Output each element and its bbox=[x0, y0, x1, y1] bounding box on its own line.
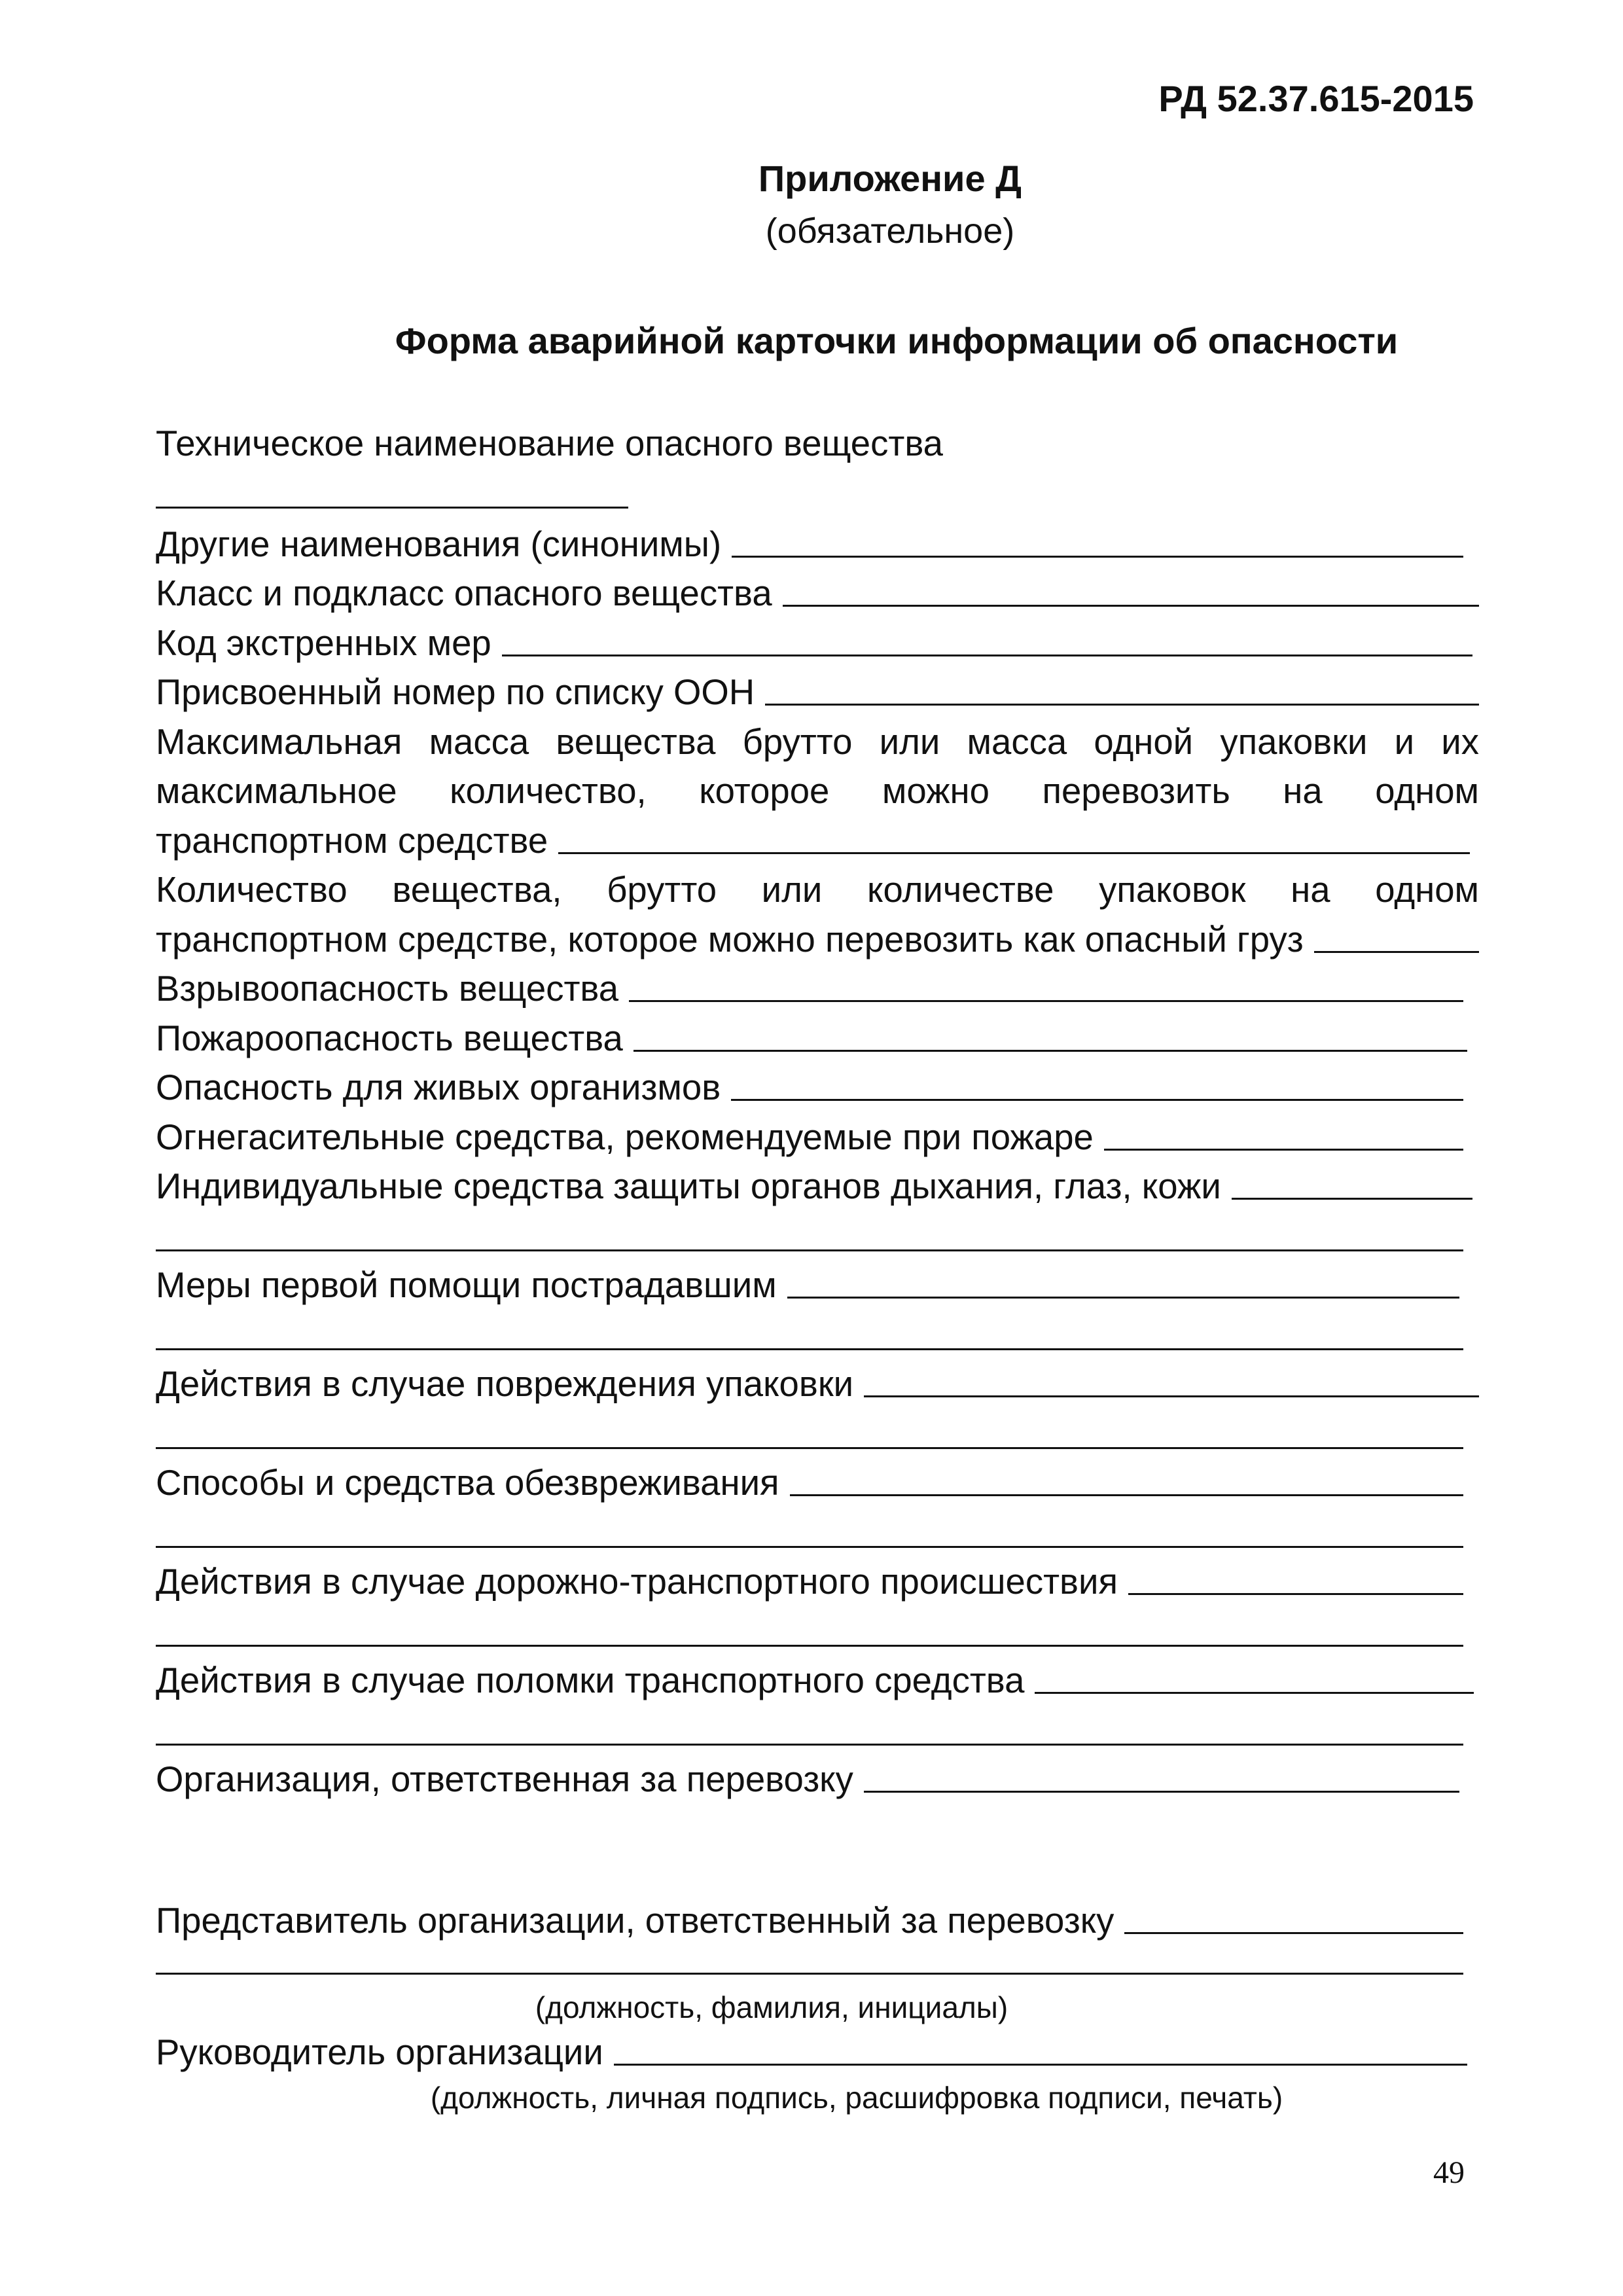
field-max-mass bbox=[156, 816, 1479, 866]
field-neutralization bbox=[156, 1458, 1479, 1508]
field-responsible-org bbox=[156, 1755, 1479, 1804]
neutralization-input-line-2[interactable] bbox=[156, 1508, 1463, 1548]
head-input-line[interactable] bbox=[614, 2063, 1467, 2066]
package-damage-input-line-2[interactable] bbox=[156, 1409, 1463, 1449]
extinguishing-input-line[interactable] bbox=[1104, 1148, 1463, 1151]
package-damage-continuation bbox=[156, 1409, 1479, 1459]
field-label: Действия в случае дорожно-транспортного происшествия bbox=[156, 1562, 1118, 1602]
appendix-status: (обязательное) bbox=[765, 211, 1015, 251]
representative-continuation bbox=[156, 1945, 1479, 1987]
max-mass-text-line-2: максимальное количество, которое можно перевозить на одном bbox=[156, 771, 1479, 811]
field-label: Меры первой помощи пострадавшим bbox=[156, 1265, 777, 1305]
field-label: транспортном средстве bbox=[156, 820, 548, 861]
first-aid-input-line[interactable] bbox=[787, 1296, 1459, 1299]
field-label: Опасность для живых организмов bbox=[156, 1067, 721, 1107]
form-title: Форма аварийной карточки информации об опасности bbox=[395, 320, 1399, 361]
field-other-names bbox=[156, 520, 1479, 569]
field-head bbox=[156, 2028, 1479, 2077]
head-caption: (должность, личная подпись, расшифровка подписи, печать) bbox=[430, 2080, 1283, 2115]
road-accident-input-line-2[interactable] bbox=[156, 1607, 1463, 1647]
road-accident-continuation bbox=[156, 1607, 1479, 1657]
ppe-input-line-2[interactable] bbox=[156, 1211, 1463, 1251]
responsible-org-input-line[interactable] bbox=[864, 1790, 1459, 1793]
field-label: Класс и подкласс опасного вещества bbox=[156, 573, 772, 613]
spacer bbox=[156, 1804, 1479, 1896]
quantity-input-line[interactable] bbox=[1314, 950, 1479, 953]
field-vehicle-breakdown bbox=[156, 1656, 1479, 1706]
field-label: Действия в случае поломки транспортного средства bbox=[156, 1660, 1025, 1700]
fire-hazard-input-line[interactable] bbox=[633, 1049, 1467, 1052]
field-ppe bbox=[156, 1162, 1479, 1211]
explosion-hazard-input-line[interactable] bbox=[629, 999, 1463, 1002]
quantity-text-line-1: Количество вещества, брутто или количестве упаковок на одном bbox=[156, 870, 1479, 910]
field-un-number bbox=[156, 668, 1479, 717]
field-label: Взрывоопасность вещества bbox=[156, 969, 619, 1009]
form-body bbox=[156, 419, 1479, 2118]
field-label: Код экстренных мер bbox=[156, 622, 491, 663]
neutralization-input-line[interactable] bbox=[790, 1494, 1463, 1496]
field-road-accident bbox=[156, 1557, 1479, 1607]
vehicle-breakdown-input-line[interactable] bbox=[1035, 1691, 1474, 1694]
ppe-continuation bbox=[156, 1211, 1479, 1261]
field-first-aid bbox=[156, 1261, 1479, 1310]
hazard-class-input-line[interactable] bbox=[783, 604, 1479, 607]
field-extinguishing bbox=[156, 1113, 1479, 1162]
field-label: Пожароопасность вещества bbox=[156, 1018, 623, 1058]
vehicle-breakdown-continuation bbox=[156, 1706, 1479, 1755]
vehicle-breakdown-input-line-2[interactable] bbox=[156, 1706, 1463, 1746]
field-label: Организация, ответственная за перевозку bbox=[156, 1759, 853, 1799]
living-hazard-input-line[interactable] bbox=[731, 1098, 1463, 1101]
field-label: Индивидуальные средства защиты органов дыхания, глаз, кожи bbox=[156, 1166, 1221, 1206]
field-label: Огнегасительные средства, рекомендуемые при пожаре bbox=[156, 1117, 1094, 1157]
field-emergency-code bbox=[156, 619, 1479, 668]
field-label: транспортном средстве, которое можно перевозить как опасный груз bbox=[156, 919, 1304, 960]
field-label: Способы и средства обезвреживания bbox=[156, 1463, 779, 1503]
field-quantity bbox=[156, 915, 1479, 965]
field-representative bbox=[156, 1896, 1479, 1946]
page-number: 49 bbox=[1433, 2155, 1465, 2190]
representative-input-line[interactable] bbox=[1124, 1931, 1463, 1934]
emergency-code-input-line[interactable] bbox=[502, 654, 1472, 656]
un-number-input-line[interactable] bbox=[765, 703, 1479, 706]
neutralization-continuation bbox=[156, 1508, 1479, 1558]
representative-input-line-2[interactable] bbox=[156, 1945, 1463, 1975]
field-label: Техническое наименование опасного вещества bbox=[156, 423, 943, 463]
first-aid-input-line-2[interactable] bbox=[156, 1310, 1463, 1350]
package-damage-input-line[interactable] bbox=[864, 1395, 1479, 1397]
technical-name-input-line[interactable] bbox=[156, 469, 628, 509]
field-hazard-class bbox=[156, 569, 1479, 619]
field-package-damage bbox=[156, 1359, 1479, 1409]
field-label: Другие наименования (синонимы) bbox=[156, 524, 722, 564]
field-technical-name bbox=[156, 419, 1479, 469]
representative-caption: (должность, фамилия, инициалы) bbox=[535, 1990, 1008, 2024]
document-code: РД 52.37.615-2015 bbox=[1158, 78, 1474, 119]
field-label: Представитель организации, ответственный за перевозку bbox=[156, 1900, 1115, 1941]
field-label: Действия в случае повреждения упаковки bbox=[156, 1364, 854, 1404]
field-fire-hazard bbox=[156, 1014, 1479, 1064]
max-mass-input-line[interactable] bbox=[558, 852, 1470, 854]
field-living-hazard bbox=[156, 1063, 1479, 1113]
road-accident-input-line[interactable] bbox=[1128, 1592, 1463, 1595]
field-label: Присвоенный номер по списку ООН bbox=[156, 672, 755, 712]
ppe-input-line[interactable] bbox=[1232, 1197, 1472, 1200]
other-names-input-line[interactable] bbox=[732, 555, 1463, 558]
appendix-title: Приложение Д bbox=[758, 158, 1022, 199]
field-label: Руководитель организации bbox=[156, 2032, 603, 2072]
field-explosion-hazard bbox=[156, 964, 1479, 1014]
max-mass-text-line-1: Максимальная масса вещества брутто или масса одной упаковки и их bbox=[156, 721, 1479, 762]
first-aid-continuation bbox=[156, 1310, 1479, 1360]
